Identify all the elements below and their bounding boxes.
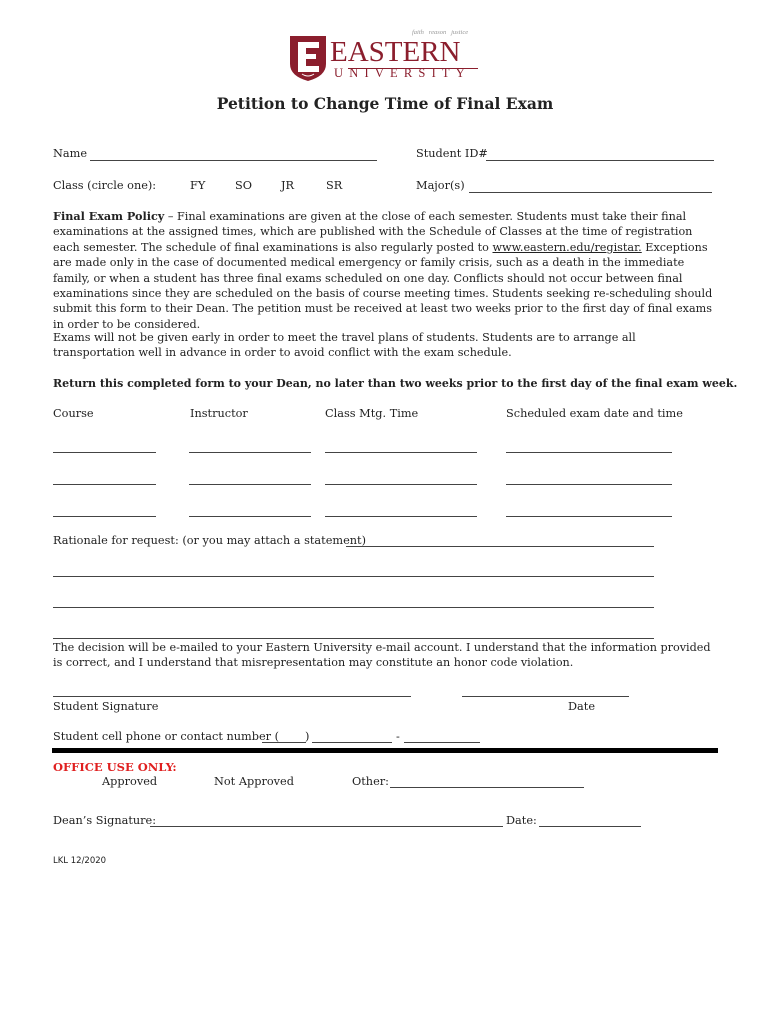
row3-instructor[interactable] xyxy=(189,516,311,517)
col-scheduled-exam: Scheduled exam date and time xyxy=(506,407,683,420)
phone-dash: - xyxy=(396,730,400,743)
decision-note: The decision will be e-mailed to your Eastern University e-mail account. I understand that the information provided is correct, and I understand that misrepresentation may constitute an honor code violation. xyxy=(53,641,711,670)
rationale-line-0[interactable] xyxy=(346,546,654,547)
phone-prefix-field[interactable] xyxy=(312,742,392,743)
rationale-label: Rationale for request: (or you may attach a statement) xyxy=(53,534,366,547)
logo-name-main: EASTERN xyxy=(330,36,461,68)
row3-course[interactable] xyxy=(53,516,156,517)
office-approved[interactable]: Approved xyxy=(102,775,158,788)
date-field[interactable] xyxy=(462,696,629,697)
row2-course[interactable] xyxy=(53,484,156,485)
footer-code: LKL 12/2020 xyxy=(53,856,107,866)
office-divider xyxy=(52,748,718,753)
class-option-so[interactable]: SO xyxy=(235,179,253,192)
row1-instructor[interactable] xyxy=(189,452,311,453)
office-other-field[interactable] xyxy=(390,787,584,788)
policy-heading: Final Exam Policy xyxy=(53,209,165,223)
student-signature-field[interactable] xyxy=(53,696,411,697)
student-signature-label: Student Signature xyxy=(53,700,159,713)
row1-mtg-time[interactable] xyxy=(325,452,477,453)
rationale-line-1[interactable] xyxy=(53,576,654,577)
final-exam-policy xyxy=(53,209,717,332)
student-id-field[interactable] xyxy=(486,160,714,161)
dean-signature-field[interactable] xyxy=(150,826,503,827)
return-note: Return this completed form to your Dean, no later than two weeks prior to the first day of the final exam week. xyxy=(53,377,738,390)
logo-motto: faith reason justice xyxy=(412,29,469,36)
name-field[interactable] xyxy=(90,160,377,161)
phone-line-field[interactable] xyxy=(404,742,480,743)
office-not-approved[interactable]: Not Approved xyxy=(214,775,294,788)
major-label: Major(s) xyxy=(416,179,465,192)
class-option-sr[interactable]: SR xyxy=(326,179,343,192)
dean-signature-label: Dean’s Signature: xyxy=(53,814,157,827)
policy-text-1: – Final examinations are given at the close of each semester. Students must take their final examinations at the assigned times, which are published with the Schedule of Classes at the time of registration each semester. The schedule of final examinations is also regularly posted to xyxy=(53,210,693,254)
office-use-heading: OFFICE USE ONLY: xyxy=(53,760,177,774)
dean-date-field[interactable] xyxy=(539,826,641,827)
rationale-line-3[interactable] xyxy=(53,638,654,639)
student-id-label: Student ID# xyxy=(416,147,488,160)
row2-exam-time[interactable] xyxy=(506,484,672,485)
dean-date-label: Date: xyxy=(506,814,537,827)
shield-icon xyxy=(288,34,328,82)
row1-exam-time[interactable] xyxy=(506,452,672,453)
col-course: Course xyxy=(53,407,94,420)
col-class-mtg-time: Class Mtg. Time xyxy=(325,407,419,420)
registrar-link[interactable]: www.eastern.edu/registar. xyxy=(492,240,642,254)
class-option-jr[interactable]: JR xyxy=(281,179,295,192)
phone-label: Student cell phone or contact number ( xyxy=(53,730,280,743)
row2-instructor[interactable] xyxy=(189,484,311,485)
page-title: Petition to Change Time of Final Exam xyxy=(216,94,554,113)
class-label: Class (circle one): xyxy=(53,179,157,192)
row3-exam-time[interactable] xyxy=(506,516,672,517)
row1-course[interactable] xyxy=(53,452,156,453)
name-label: Name xyxy=(53,147,88,160)
phone-paren-close: ) xyxy=(305,730,310,743)
phone-area-code-field[interactable] xyxy=(262,742,306,743)
row2-mtg-time[interactable] xyxy=(325,484,477,485)
office-other-label: Other: xyxy=(352,775,389,788)
class-option-fy[interactable]: FY xyxy=(190,179,206,192)
major-field[interactable] xyxy=(469,192,712,193)
row3-mtg-time[interactable] xyxy=(325,516,477,517)
university-logo xyxy=(288,29,488,84)
date-label: Date xyxy=(568,700,596,713)
rationale-line-2[interactable] xyxy=(53,607,654,608)
col-instructor: Instructor xyxy=(190,407,248,420)
policy-text-2: Exceptions are made only in the case of documented medical emergency or family crisis, such as a death in the immediate family, or when a student has three final exams scheduled on one day. Conflicts should not occur between final examinations since they are scheduled on the basis of course meeting times. Students seeking re-scheduling should submit this form to their Dean. The petition must be received at least two weeks prior to the first day of final exams in order to be considered. xyxy=(53,240,713,331)
travel-note: Exams will not be given early in order to meet the travel plans of students. Students are to arrange all transportation well in advance in order to avoid conflict with the exam schedule. xyxy=(53,331,636,360)
logo-name-sub: UNIVERSITY xyxy=(334,66,471,80)
